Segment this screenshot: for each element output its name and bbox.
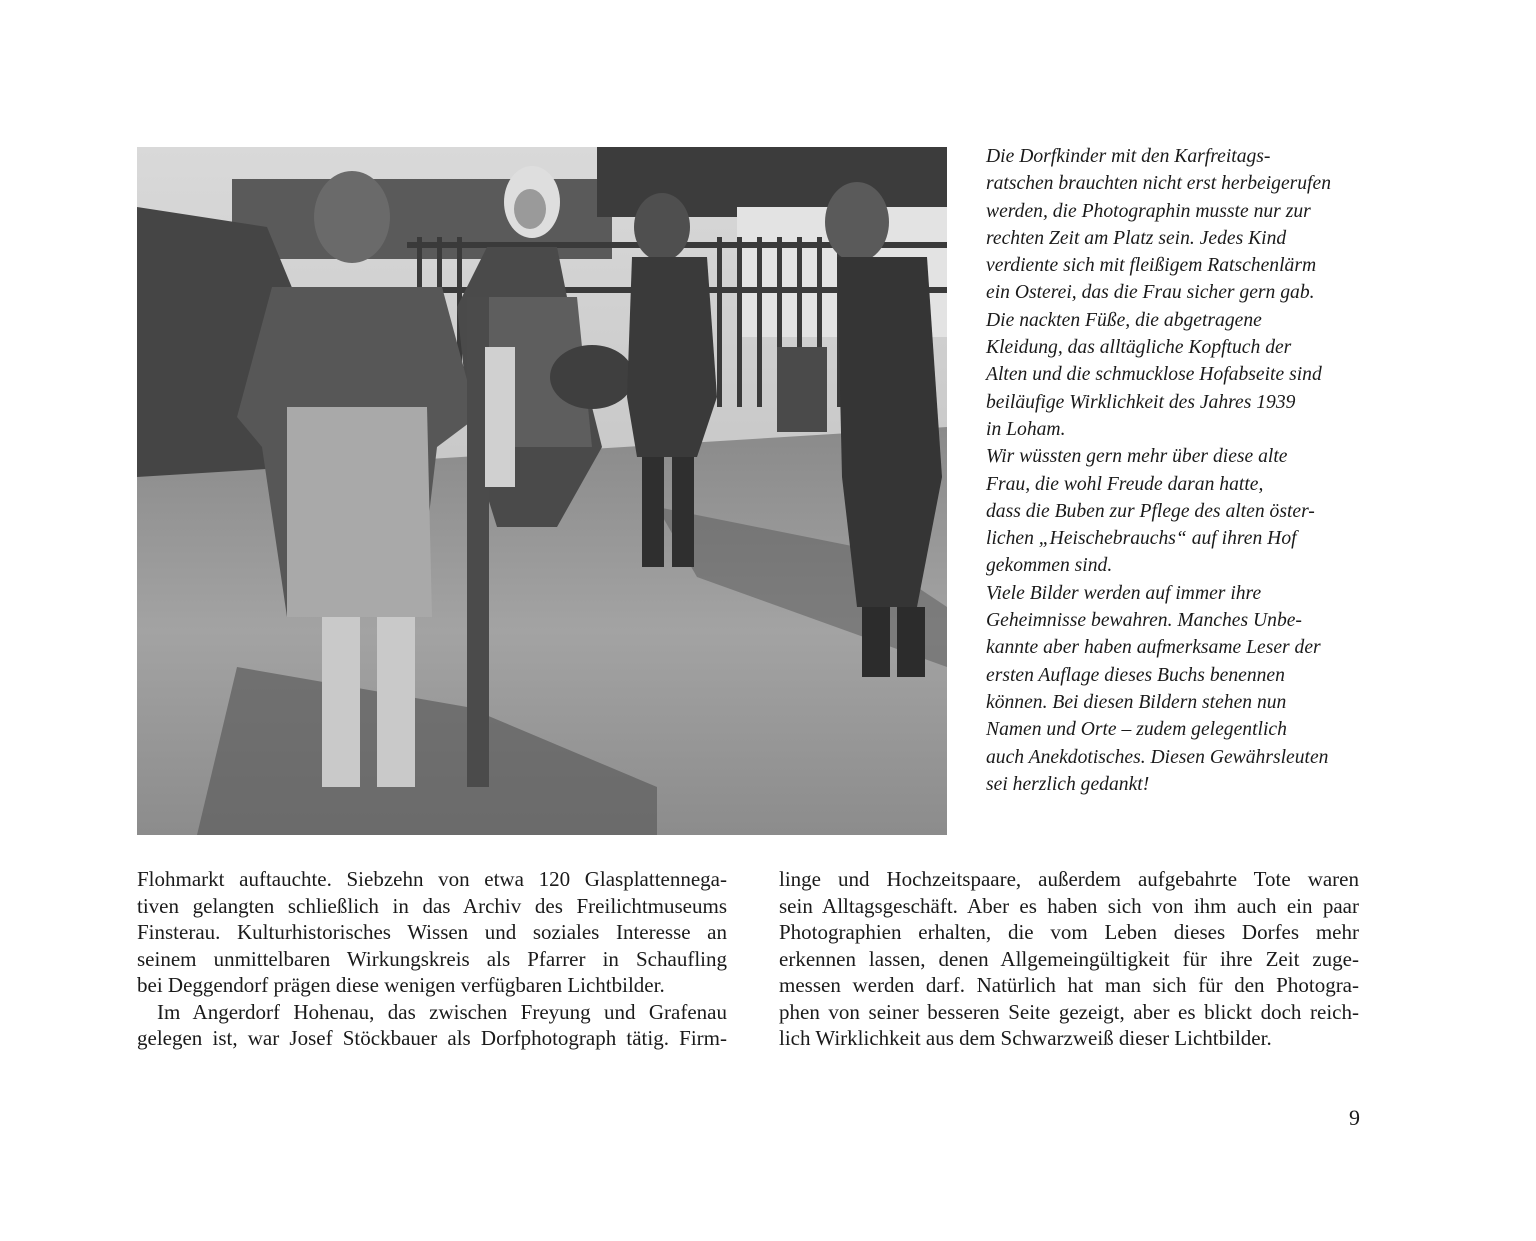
caption-line: Viele Bilder werden auf immer ihre: [986, 582, 1262, 604]
body-text-line: lich Wirklichkeit aus dem Schwarzweiß dieser Lichtbilder.: [779, 1026, 1272, 1050]
body-text-left-column: [137, 866, 727, 1052]
photograph: [137, 147, 947, 835]
body-text-line: messen werden darf. Natürlich hat man sich für den Photogra-: [779, 973, 1359, 997]
caption-line: können. Bei diesen Bildern stehen nun: [986, 691, 1287, 713]
caption-line: ratschen brauchten nicht erst herbeigerufen: [986, 173, 1331, 195]
caption-line: werden, die Photographin musste nur zur: [986, 200, 1311, 222]
caption-line: dass die Buben zur Pflege des alten öster-: [986, 500, 1315, 522]
body-text-line: Photographien erhalten, die vom Leben dieses Dorfes mehr: [779, 920, 1359, 944]
body-text-line: phen von seiner besseren Seite gezeigt, aber es blickt doch reich-: [779, 999, 1359, 1024]
body-text-line: bei Deggendorf prägen diese wenigen verfügbaren Lichtbilder.: [137, 973, 665, 997]
body-text-line: linge und Hochzeitspaare, außerdem aufgebahrte Tote waren: [779, 867, 1359, 891]
body-text-line: gelegen ist, war Josef Stöckbauer als Dorfphotograph tätig. Firm-: [137, 1026, 727, 1050]
caption-line: ein Osterei, das die Frau sicher gern gab.: [986, 282, 1315, 304]
caption-line: kannte aber haben aufmerksame Leser der: [986, 637, 1321, 659]
caption-line: beiläufige Wirklichkeit des Jahres 1939: [986, 391, 1296, 413]
caption-line: rechten Zeit am Platz sein. Jedes Kind: [986, 227, 1287, 249]
caption-line: lichen „Heischebrauchs“ auf ihren Hof: [986, 528, 1297, 550]
body-text-line: Flohmarkt auftauchte. Siebzehn von etwa 120 Glasplattennega-: [137, 867, 727, 891]
body-text-line: erkennen lassen, denen Allgemeingültigkeit für ihre Zeit zuge-: [779, 946, 1359, 971]
body-text-line: sein Alltagsgeschäft. Aber es haben sich von ihm auch ein paar: [779, 893, 1359, 918]
caption-line: auch Anekdotisches. Diesen Gewährsleuten: [986, 746, 1329, 768]
body-text-line: tiven gelangten schließlich in das Archiv des Freilichtmuseums: [137, 893, 727, 918]
caption-line: ersten Auflage dieses Buchs benennen: [986, 664, 1285, 686]
caption-line: in Loham.: [986, 418, 1066, 440]
caption-line: gekommen sind.: [986, 555, 1113, 577]
caption-line: Namen und Orte – zudem gelegentlich: [986, 719, 1287, 741]
caption-line: Die nackten Füße, die abgetragene: [986, 309, 1262, 331]
photograph-image: [137, 147, 947, 835]
body-text-line: seinem unmittelbaren Wirkungskreis als Pfarrer in Schaufling: [137, 946, 727, 971]
caption-line: Wir wüssten gern mehr über diese alte: [986, 446, 1288, 468]
page-number: 9: [1349, 1105, 1360, 1130]
caption-line: Alten und die schmucklose Hofabseite sind: [986, 364, 1322, 386]
caption-line: verdiente sich mit fleißigem Ratschenlärm: [986, 255, 1317, 277]
caption-line: Die Dorfkinder mit den Karfreitags-: [986, 146, 1271, 167]
caption-line: Kleidung, das alltägliche Kopftuch der: [986, 337, 1292, 359]
body-text-right-column: [779, 866, 1359, 1052]
body-text-line: Finsterau. Kulturhistorisches Wissen und soziales Interesse an: [137, 920, 727, 944]
caption-line: Geheimnisse bewahren. Manches Unbe-: [986, 610, 1302, 632]
photo-caption: [986, 143, 1366, 798]
body-text-line: Im Angerdorf Hohenau, das zwischen Freyung und Grafenau: [157, 999, 727, 1024]
caption-line: sei herzlich gedankt!: [986, 773, 1150, 795]
caption-line: Frau, die wohl Freude daran hatte,: [986, 473, 1264, 495]
